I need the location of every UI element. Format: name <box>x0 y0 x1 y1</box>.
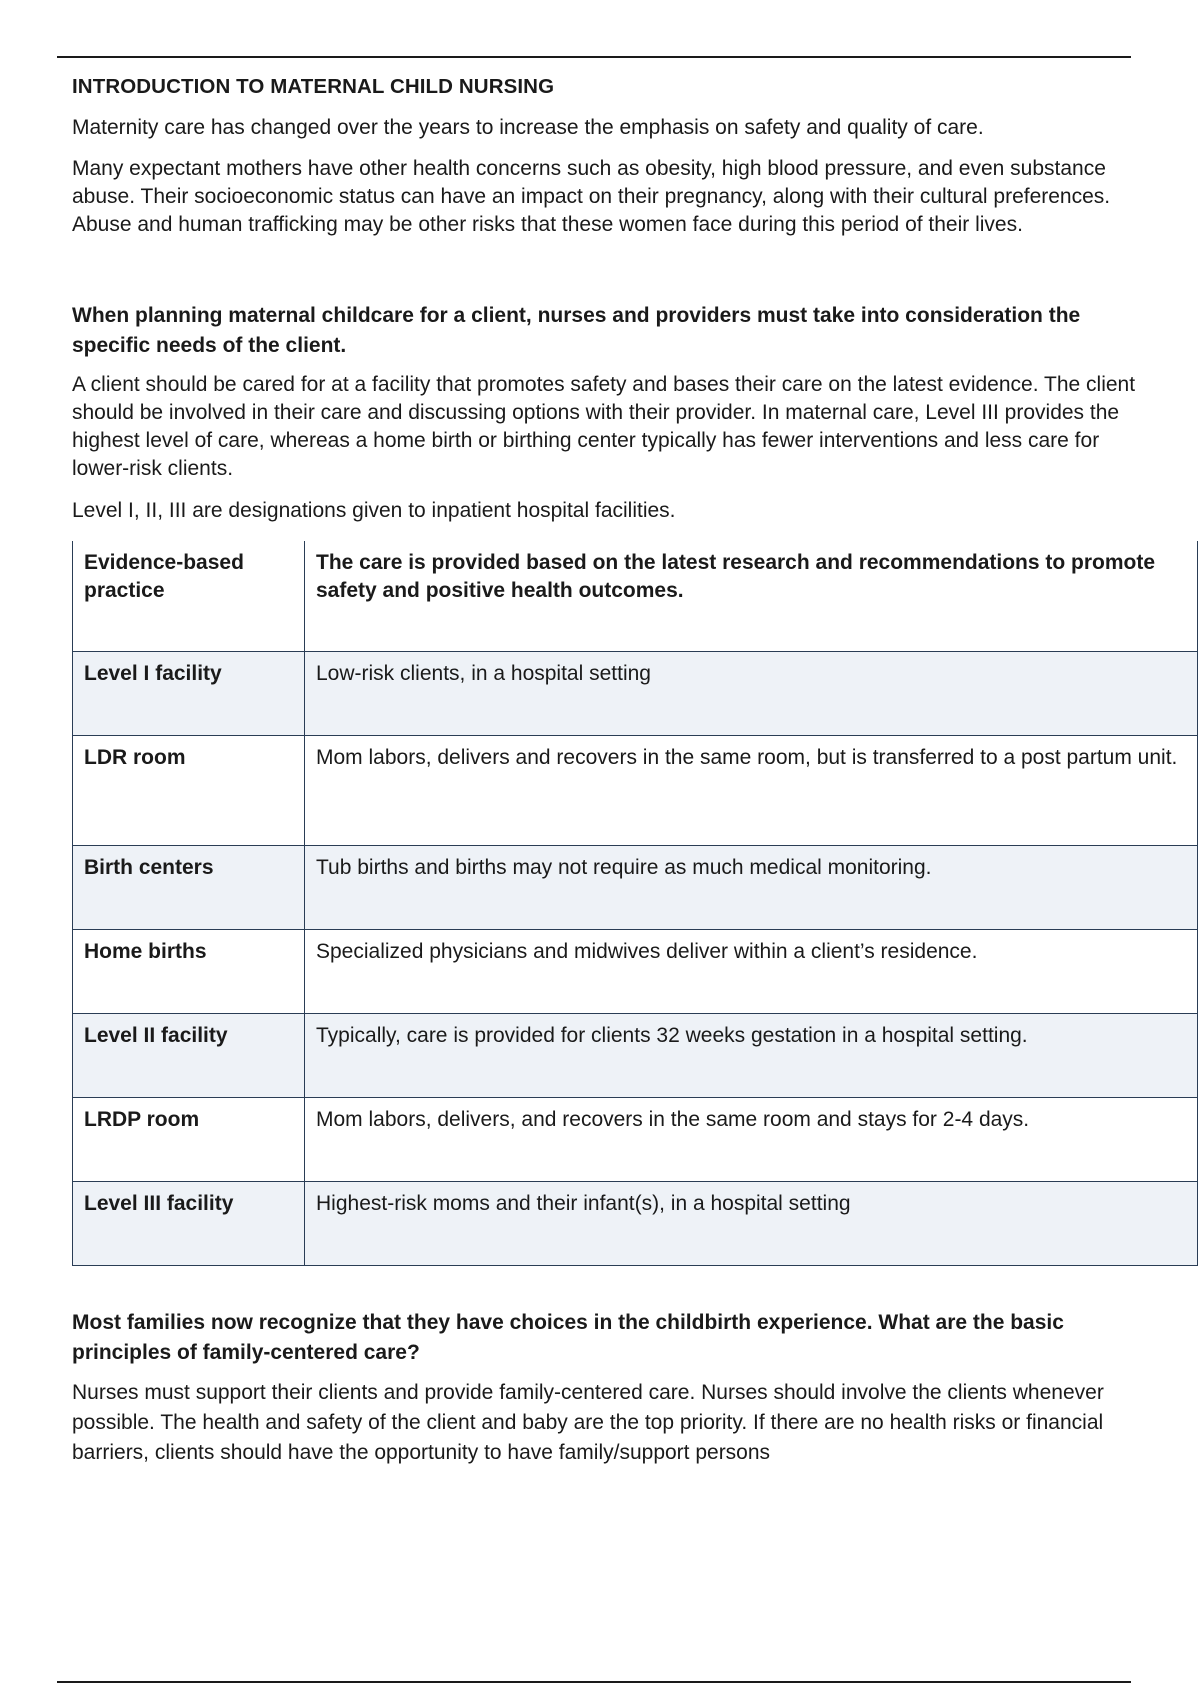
table-definition: Mom labors, delivers, and recovers in the same room and stays for 2-4 days. <box>305 1097 1198 1181</box>
table-term: LRDP room <box>73 1097 305 1181</box>
table-row <box>73 1181 1198 1265</box>
table-definition: Typically, care is provided for clients 32 weeks gestation in a hospital setting. <box>305 1013 1198 1097</box>
facility-table <box>72 541 1198 1266</box>
section-paragraph: Level I, II, III are designations given to inpatient hospital facilities. <box>72 499 676 522</box>
table-definition: Low-risk clients, in a hospital setting <box>305 651 1198 735</box>
top-rule <box>57 56 1131 58</box>
table-row <box>73 651 1198 735</box>
table-term: Home births <box>73 929 305 1013</box>
table-term: LDR room <box>73 735 305 845</box>
table-definition: Mom labors, delivers and recovers in the same room, but is transferred to a post partum unit. <box>305 735 1198 845</box>
table-row <box>73 1097 1198 1181</box>
intro-paragraph: Maternity care has changed over the years to increase the emphasis on safety and quality of care. <box>72 116 984 139</box>
table-term: Level II facility <box>73 1013 305 1097</box>
table-definition: Tub births and births may not require as much medical monitoring. <box>305 845 1198 929</box>
table-definition: The care is provided based on the latest research and recommendations to promote safety and positive health outcomes. <box>305 541 1198 651</box>
table-term: Level I facility <box>73 651 305 735</box>
table-row <box>73 541 1198 651</box>
document-title: INTRODUCTION TO MATERNAL CHILD NURSING <box>72 75 555 98</box>
table-term: Birth centers <box>73 845 305 929</box>
table-definition: Specialized physicians and midwives deliver within a client’s residence. <box>305 929 1198 1013</box>
table-row <box>73 1013 1198 1097</box>
table-row <box>73 929 1198 1013</box>
document-body <box>72 72 1178 1468</box>
section-heading: Most families now recognize that they have choices in the childbirth experience. What are the basic principles of family-centered care? <box>72 1310 1064 1364</box>
table-row <box>73 845 1198 929</box>
section-heading: When planning maternal childcare for a client, nurses and providers must take into consideration the specific needs of the client. <box>72 304 1081 357</box>
table-term: Level III facility <box>73 1181 305 1265</box>
table-row <box>73 735 1198 845</box>
bottom-rule <box>57 1681 1131 1683</box>
section-paragraph: Nurses must support their clients and provide family-centered care. Nurses should involve the clients whenever possible. The health and safety of the client and baby are the top priority. If there are no health risks or financial barriers, clients should have the opportunity to have family/support persons <box>72 1380 1104 1464</box>
table-term: Evidence-based practice <box>73 541 305 651</box>
intro-paragraph: Many expectant mothers have other health concerns such as obesity, high blood pressure, and even substance abuse. Their socioeconomic status can have an impact on their pregnancy, along with their cultural preferences. Abuse and human trafficking may be other risks that these women face during this period of their lives. <box>72 157 1111 236</box>
table-definition: Highest-risk moms and their infant(s), in a hospital setting <box>305 1181 1198 1265</box>
section-paragraph: A client should be cared for at a facility that promotes safety and bases their care on the latest evidence. The client should be involved in their care and discussing options with their provider. In maternal care, Level III provides the highest level of care, whereas a home birth or birthing center typically has fewer interventions and less care for lower-risk clients. <box>72 373 1136 480</box>
